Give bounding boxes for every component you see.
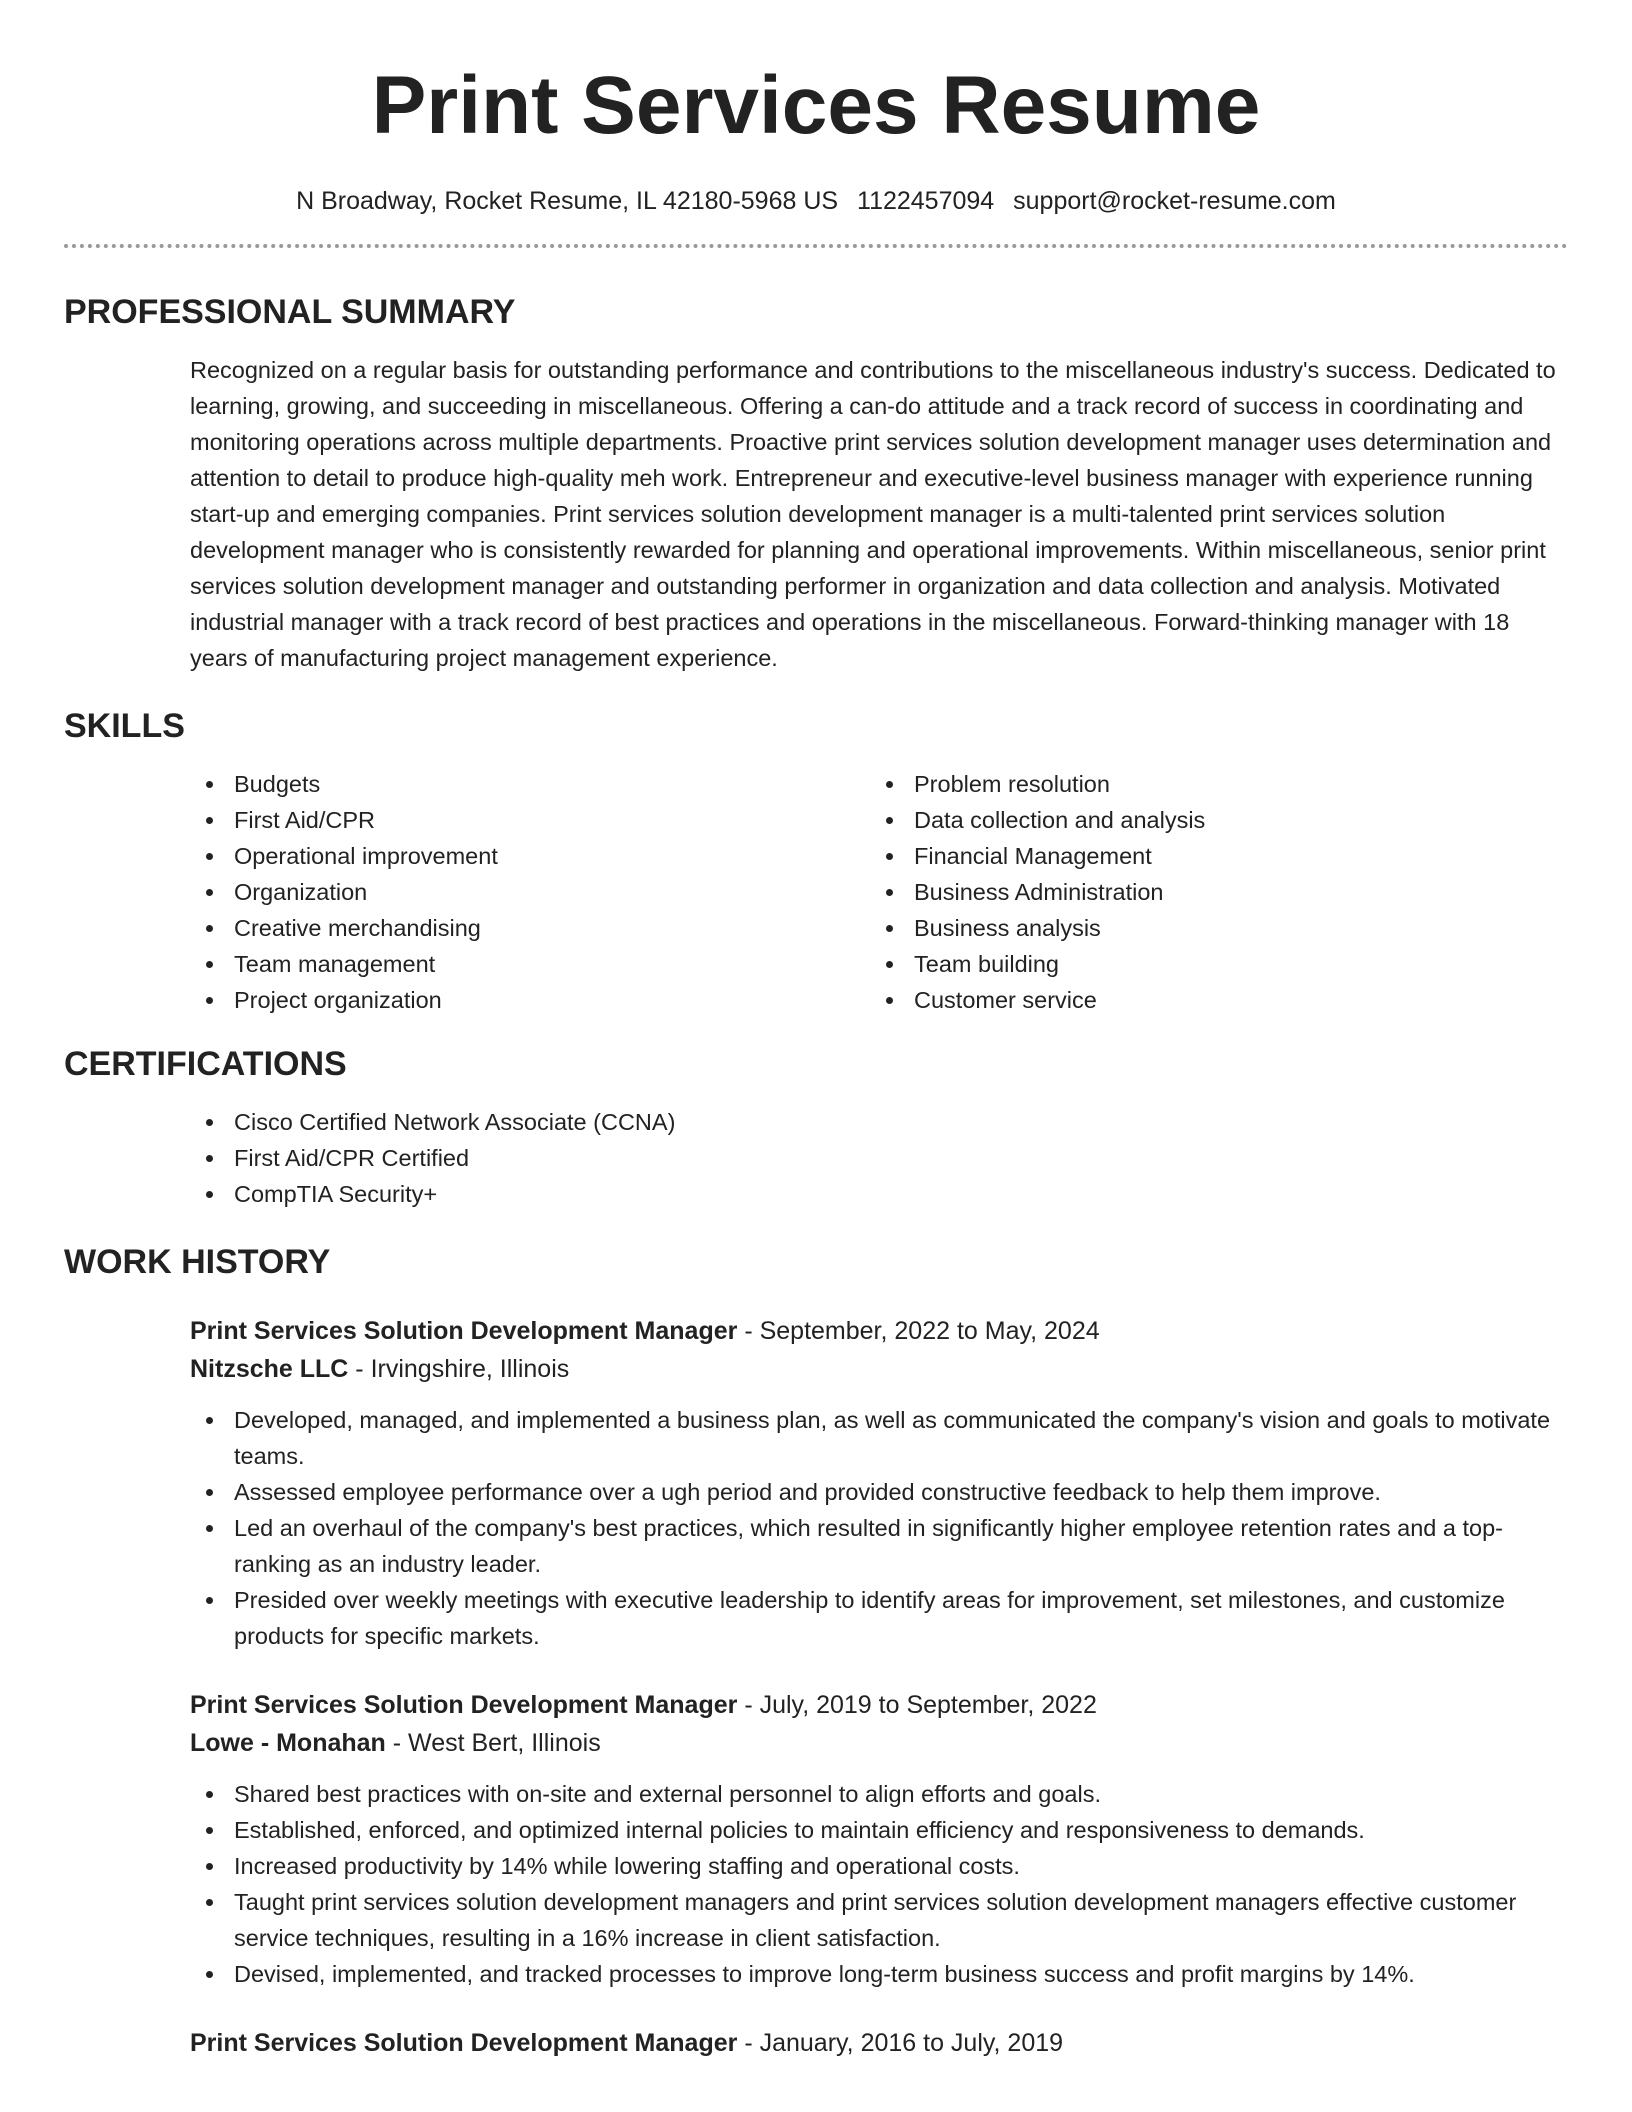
job-title-line (190, 1312, 1568, 1350)
job-company: Lowe - Monahan (190, 1729, 386, 1757)
job-dates: - September, 2022 to May, 2024 (737, 1317, 1100, 1345)
job-company: Nitzsche LLC (190, 1355, 349, 1383)
skill-item: Creative merchandising (190, 910, 870, 946)
job-title-line (190, 1686, 1568, 1724)
skill-item: Problem resolution (870, 766, 1550, 802)
contact-address: N Broadway, Rocket Resume, IL 42180-5968 US (296, 187, 839, 215)
job-bullet: Led an overhaul of the company's best practices, which resulted in significantly higher employee retention rates and a top-ranking as an industry leader. (190, 1510, 1568, 1582)
job-entry (190, 1686, 1568, 1992)
contact-email: support@rocket-resume.com (1013, 187, 1336, 215)
job-bullet: Presided over weekly meetings with executive leadership to identify areas for improvement, set milestones, and customize products for specific markets. (190, 1582, 1568, 1654)
skill-item: Business analysis (870, 910, 1550, 946)
job-dates: - January, 2016 to July, 2019 (737, 2029, 1064, 2057)
header-divider (64, 244, 1568, 248)
skill-item: Team management (190, 946, 870, 982)
skills-heading: SKILLS (64, 707, 185, 745)
job-entry (190, 2024, 1568, 2062)
skills-right-column (870, 766, 1550, 1018)
skill-item: First Aid/CPR (190, 802, 870, 838)
certification-item: CompTIA Security+ (190, 1176, 1568, 1212)
job-dates: - July, 2019 to September, 2022 (737, 1691, 1097, 1719)
job-title: Print Services Solution Development Manager (190, 1317, 738, 1345)
job-title: Print Services Solution Development Manager (190, 1691, 738, 1719)
skill-item: Team building (870, 946, 1550, 982)
job-title-line (190, 2024, 1568, 2062)
job-title: Print Services Solution Development Manager (190, 2029, 738, 2057)
skill-item: Budgets (190, 766, 870, 802)
job-bullet: Taught print services solution development managers and print services solution development managers effective customer service techniques, resulting in a 16% increase in client satisfaction. (190, 1884, 1568, 1956)
job-bullet: Increased productivity by 14% while lowering staffing and operational costs. (190, 1848, 1568, 1884)
certifications-list (190, 1104, 1568, 1212)
skill-item: Financial Management (870, 838, 1550, 874)
skill-item: Customer service (870, 982, 1550, 1018)
job-bullets (190, 1776, 1568, 1992)
skill-item: Data collection and analysis (870, 802, 1550, 838)
job-location: - Irvingshire, Illinois (348, 1355, 570, 1383)
skills-grid (190, 766, 1568, 1018)
job-bullet: Shared best practices with on-site and external personnel to align efforts and goals. (190, 1776, 1568, 1812)
certification-item: Cisco Certified Network Associate (CCNA) (190, 1104, 1568, 1140)
job-bullets (190, 1402, 1568, 1654)
skill-item: Operational improvement (190, 838, 870, 874)
contact-phone: 1122457094 (857, 187, 995, 215)
job-bullet: Devised, implemented, and tracked processes to improve long-term business success and profit margins by 14%. (190, 1956, 1568, 1992)
skill-item: Business Administration (870, 874, 1550, 910)
job-company-line (190, 1350, 1568, 1388)
skills-left-column (190, 766, 870, 1018)
summary-heading: PROFESSIONAL SUMMARY (64, 293, 516, 331)
contact-line (64, 184, 1568, 218)
resume-page (64, 0, 1568, 2112)
job-company-line (190, 1724, 1568, 1762)
job-bullet: Assessed employee performance over a ugh period and provided constructive feedback to help them improve. (190, 1474, 1568, 1510)
job-location: - West Bert, Illinois (385, 1729, 601, 1757)
job-bullet: Established, enforced, and optimized internal policies to maintain efficiency and responsiveness to demands. (190, 1812, 1568, 1848)
work-history-heading: WORK HISTORY (64, 1243, 331, 1281)
skill-item: Organization (190, 874, 870, 910)
certifications-heading: CERTIFICATIONS (64, 1045, 347, 1083)
summary-text: Recognized on a regular basis for outstanding performance and contributions to the miscellaneous industry's success. Dedicated to learning, growing, and succeeding in miscellaneous. Offering a can-do attitude and a track record of success in coordinating and monitoring operations across multiple departments. Proactive print services solution development manager uses determination and attention to detail to produce high-quality meh work. Entrepreneur and executive-level business manager with experience running start-up and emerging companies. Print services solution development manager is a multi-talented print services solution development manager who is consistently rewarded for planning and operational improvements. Within miscellaneous, senior print services solution development manager and outstanding performer in organization and data collection and analysis. Motivated industrial manager with a track record of best practices and operations in the miscellaneous. Forward-thinking manager with 18 years of manufacturing project management experience. (190, 357, 1556, 671)
skill-item: Project organization (190, 982, 870, 1018)
job-entry (190, 1312, 1568, 1654)
certification-item: First Aid/CPR Certified (190, 1140, 1568, 1176)
job-bullet: Developed, managed, and implemented a business plan, as well as communicated the company's vision and goals to motivate teams. (190, 1402, 1568, 1474)
resume-title: Print Services Resume (371, 60, 1261, 151)
